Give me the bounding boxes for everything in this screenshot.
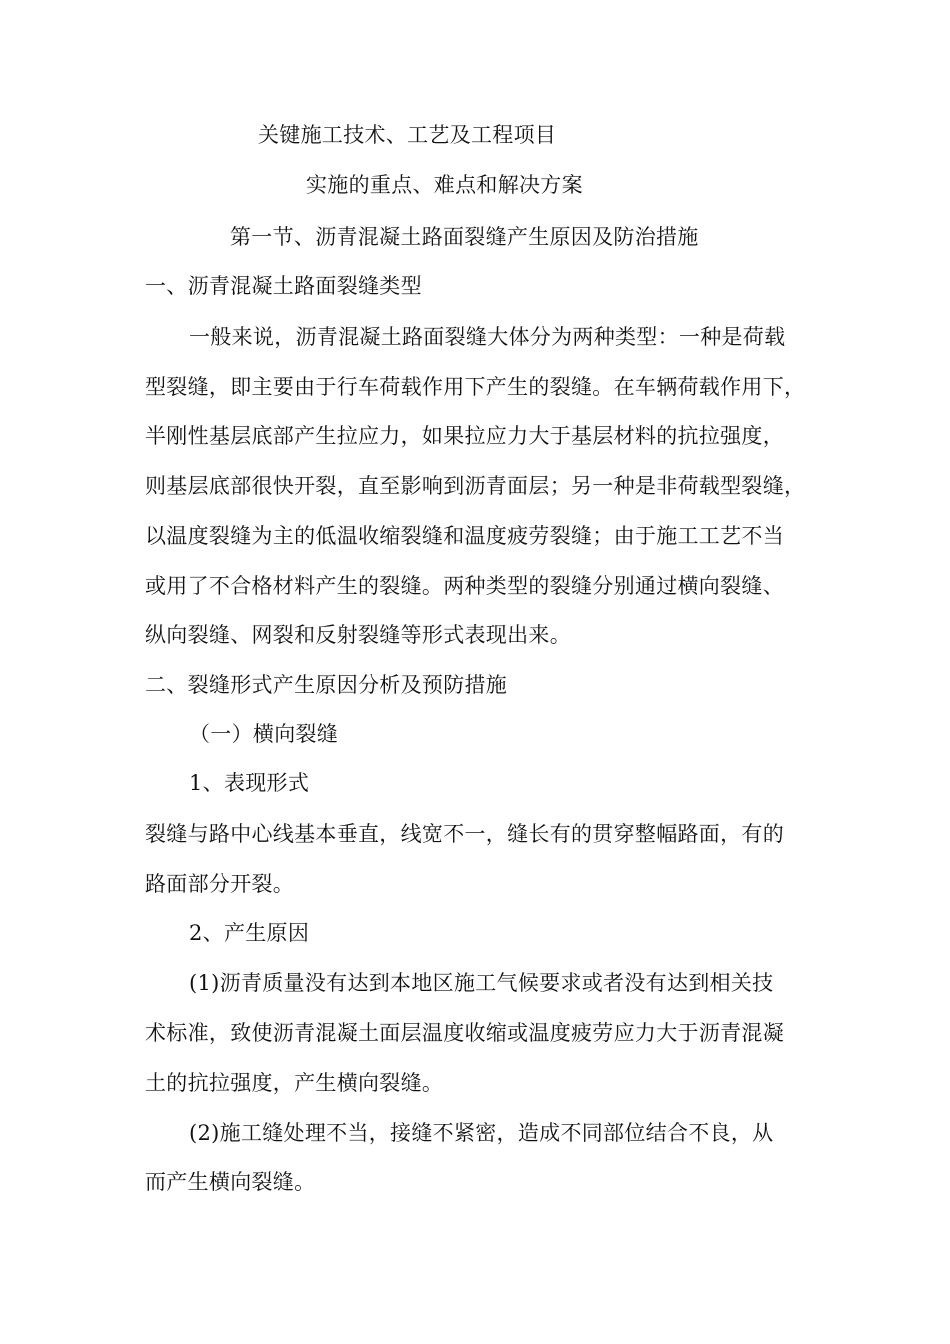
paragraph-line: 术标准，致使沥青混凝土面层温度收缩或温度疲劳应力大于沥青混凝 [145, 1021, 784, 1045]
paragraph-line: 土的抗拉强度，产生横向裂缝。 [145, 1071, 444, 1095]
item-heading: 2、产生原因 [189, 921, 310, 945]
paragraph-line: 则基层底部很快开裂，直至影响到沥青面层；另一种是非荷载型裂缝， [145, 474, 806, 498]
subsection-heading: （一）横向裂缝 [189, 722, 339, 746]
paragraph-line: (2)施工缝处理不当，接缝不紧密，造成不同部位结合不良，从 [189, 1121, 774, 1145]
paragraph-line: 或用了不合格材料产生的裂缝。两种类型的裂缝分别通过横向裂缝、 [145, 574, 784, 598]
paragraph-line: (1)沥青质量没有达到本地区施工气候要求或者没有达到相关技 [189, 971, 774, 995]
paragraph-line: 路面部分开裂。 [145, 872, 295, 896]
part2-heading: 二、裂缝形式产生原因分析及预防措施 [145, 673, 508, 697]
doc-title-line-2: 实施的重点、难点和解决方案 [306, 173, 583, 197]
paragraph-line: 而产生横向裂缝。 [145, 1170, 316, 1194]
paragraph-line: 纵向裂缝、网裂和反射裂缝等形式表现出来。 [145, 623, 571, 647]
paragraph-line: 裂缝与路中心线基本垂直，线宽不一，缝长有的贯穿整幅路面，有的 [145, 822, 784, 846]
paragraph-line: 以温度裂缝为主的低温收缩裂缝和温度疲劳裂缝；由于施工工艺不当 [145, 524, 784, 548]
paragraph-line: 一般来说，沥青混凝土路面裂缝大体分为两种类型：一种是荷载 [189, 325, 786, 349]
item-heading: 1、表现形式 [189, 771, 310, 795]
section-heading: 第一节、沥青混凝土路面裂缝产生原因及防治措施 [230, 225, 699, 249]
paragraph-line: 半刚性基层底部产生拉应力，如果拉应力大于基层材料的抗拉强度， [145, 424, 784, 448]
part1-heading: 一、沥青混凝土路面裂缝类型 [145, 274, 422, 298]
paragraph-line: 型裂缝，即主要由于行车荷载作用下产生的裂缝。在车辆荷载作用下， [145, 375, 806, 399]
doc-title-line-1: 关键施工技术、工艺及工程项目 [258, 123, 557, 147]
